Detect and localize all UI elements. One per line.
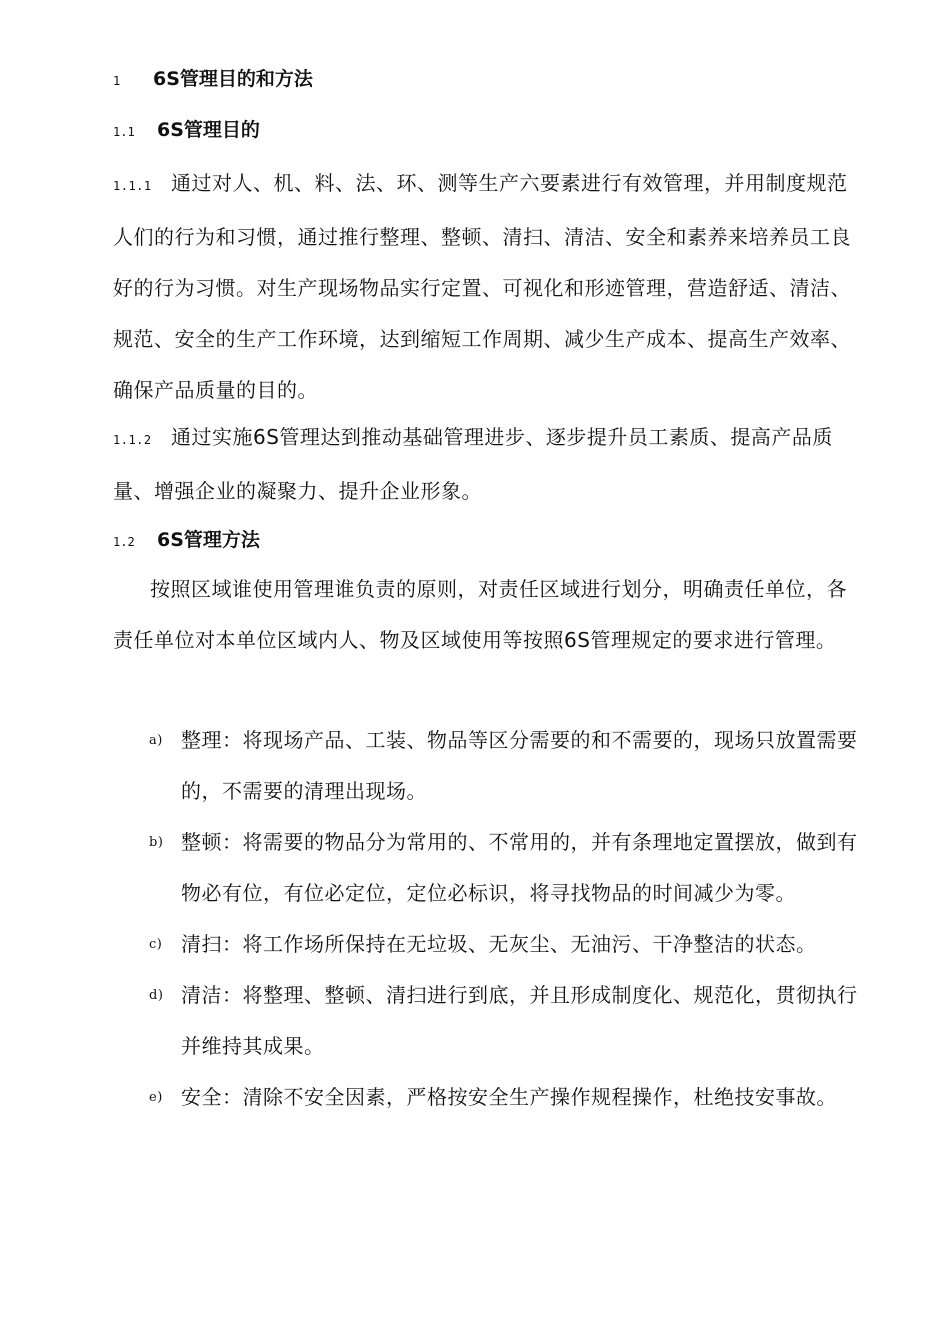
list-marker: b) bbox=[149, 835, 164, 850]
list-marker: a) bbox=[149, 733, 163, 748]
list-marker: e) bbox=[149, 1090, 163, 1105]
paragraph-text: 通过对人、机、料、法、环、测等生产六要素进行有效管理，并用制度规范人们的行为和习惯，通过推行整理、整顿、清扫、清洁、安全和素养来培养员工良好的行为习惯。对生产现场物品实行定置、可视化和形迹管理，营造舒适、清洁、规范、安全的生产工作环境，达到缩短工作周期、减少生产成本、提高生产效率、确保产品质量的目的。 bbox=[113, 171, 851, 402]
list-item bbox=[113, 715, 873, 817]
list-item bbox=[113, 1072, 873, 1123]
intro-paragraph: 按照区域谁使用管理谁负责的原则，对责任区域进行划分，明确责任单位，各责任单位对本单位区域内人、物及区域使用等按照6S管理规定的要求进行管理。 bbox=[113, 577, 847, 652]
paragraph-1-1-1 bbox=[113, 158, 863, 416]
method-list bbox=[113, 715, 873, 1123]
list-marker: c) bbox=[149, 937, 163, 952]
list-item-text: 清洁：将整理、整顿、清扫进行到底，并且形成制度化、规范化，贯彻执行并维持其成果。 bbox=[181, 983, 858, 1058]
section-number: 1 bbox=[113, 74, 121, 88]
section-number: 1.1 bbox=[113, 125, 135, 139]
section-number: 1.2 bbox=[113, 535, 135, 549]
paragraph-text: 通过实施6S管理达到推动基础管理进步、逐步提升员工素质、提高产品质量、增强企业的凝聚力、提升企业形象。 bbox=[113, 425, 833, 503]
section-title: 6S管理目的 bbox=[157, 119, 260, 141]
list-item-text: 整理：将现场产品、工装、物品等区分需要的和不需要的，现场只放置需要的，不需要的清理出现场。 bbox=[181, 728, 858, 803]
section-1-2-heading bbox=[113, 527, 863, 555]
section-title: 6S管理方法 bbox=[157, 529, 260, 551]
list-item bbox=[113, 919, 873, 970]
paragraph-number: 1.1.2 bbox=[113, 433, 152, 447]
list-item bbox=[113, 817, 873, 919]
list-item-text: 整顿：将需要的物品分为常用的、不常用的，并有条理地定置摆放，做到有物必有位，有位必定位，定位必标识，将寻找物品的时间减少为零。 bbox=[181, 830, 858, 905]
section-title: 6S管理目的和方法 bbox=[153, 68, 313, 90]
section-1-heading bbox=[113, 66, 863, 94]
paragraph-number: 1.1.1 bbox=[113, 179, 152, 193]
list-item-text: 清扫：将工作场所保持在无垃圾、无灰尘、无油污、干净整洁的状态。 bbox=[181, 932, 817, 956]
list-item bbox=[113, 970, 873, 1072]
list-item-text: 安全：清除不安全因素，严格按安全生产操作规程操作，杜绝技安事故。 bbox=[181, 1085, 837, 1109]
list-marker: d) bbox=[149, 988, 164, 1003]
section-1-1-heading bbox=[113, 117, 863, 145]
paragraph-1-1-2 bbox=[113, 412, 863, 517]
